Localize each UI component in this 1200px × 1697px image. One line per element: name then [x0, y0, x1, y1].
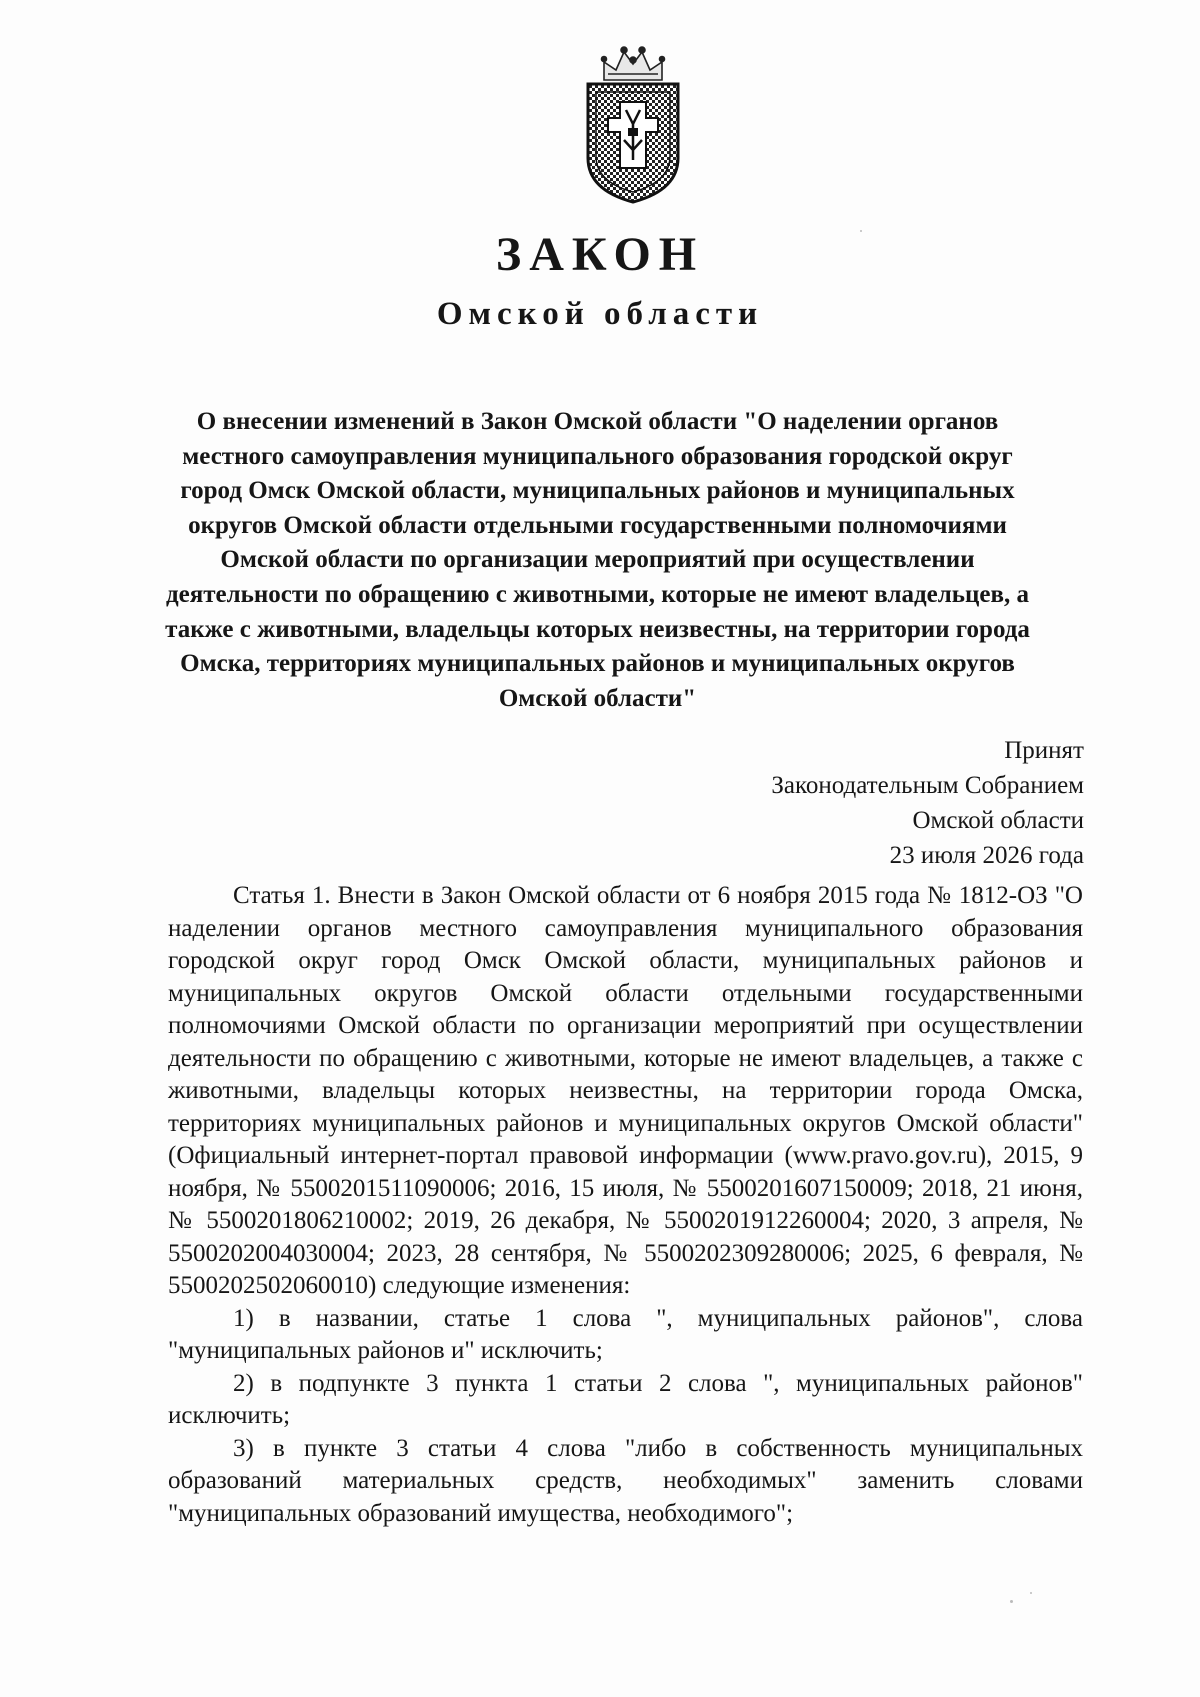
crown-icon: [602, 47, 665, 80]
law-name-heading: О внесении изменений в Закон Омской области "О наделении органов местного самоуправления муниципального образования городской округ город Омск Омской области, муниципальных районов и муниципальных округов Омской области отдельными государственными полномочиями Омской области по организации мероприятий при осуществлении деятельности по обращению с животными, которые не имеют владельцев, а также с животными, владельцы которых неизвестны, на территории города Омска, территориях муниципальных районов и муниципальных округов Омской области": [165, 408, 1030, 712]
shield-icon: [588, 84, 678, 202]
law-body: [168, 880, 1083, 1530]
scan-speck: [1010, 1600, 1013, 1603]
document-subtitle: Омской области: [436, 296, 764, 332]
omsk-region-coat-of-arms-emblem: [574, 40, 692, 208]
adoption-line: Принят: [1004, 737, 1084, 764]
article-1-paragraph: Статья 1. Внести в Закон Омской области от 6 ноября 2015 года № 1812-ОЗ "О наделении органов местного самоуправления муниципального образования городской округ город Омск Омской области, муниципальных районов и муниципальных округов Омской области отдельными государственными полномочиями Омской области по организации мероприятий при осуществлении деятельности по обращению с животными, которые не имеют владельцев, а также с животными, владельцы которых неизвестны, на территории города Омска, территориях муниципальных районов и муниципальных округов Омской области" (Официальный интернет-портал правовой информации (www.pravo.gov.ru), 2015, 9 ноября, № 5500201511090006; 2016, 15 июля, № 5500201607150009; 2018, 21 июня, № 5500201806210002; 2019, 26 декабря, № 5500201912260004; 2020, 3 апреля, № 5500202004030004; 2023, 28 сентября, № 5500202309280006; 2025, 6 февраля, № 5500202502060010) следующие изменения:: [168, 882, 1083, 1299]
adoption-date: 23 июля 2026 года: [889, 842, 1084, 869]
adoption-block: [624, 733, 1084, 873]
scan-speck: [860, 230, 862, 232]
adoption-line: Законодательным Собранием: [771, 772, 1084, 799]
document-title: ЗАКОН: [495, 228, 705, 281]
amendment-item: 2) в подпункте 3 пункта 1 статьи 2 слова ", муниципальных районов" исключить;: [168, 1369, 1083, 1429]
adoption-line: Омской области: [912, 807, 1084, 834]
scan-speck: [1030, 1592, 1032, 1594]
amendment-item: 3) в пункте 3 статьи 4 слова "либо в собственность муниципальных образований материальных средств, необходимых" заменить словами "муниципальных образований имущества, необходимого";: [168, 1434, 1083, 1527]
amendment-item: 1) в названии, статье 1 слова ", муниципальных районов", слова "муниципальных районов и" исключить;: [168, 1304, 1083, 1364]
